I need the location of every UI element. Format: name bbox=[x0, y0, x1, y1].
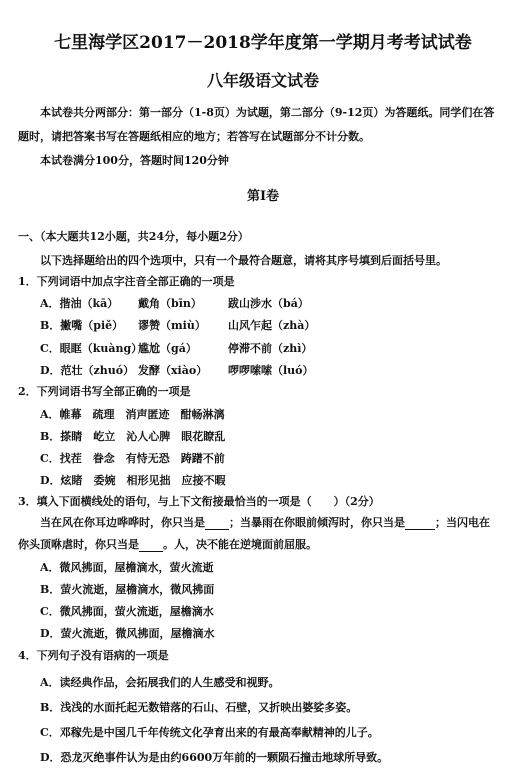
q4-stem: 4．下列句子没有语病的一项是 bbox=[18, 649, 169, 662]
q1-option-b-1: B．撇嘴（piě） bbox=[40, 319, 124, 332]
q2-option-b: B．搽睛 屹立 沁人心脾 眼花瞭乱 bbox=[40, 430, 226, 443]
q3-passage-part-d: 你头顶咻虐时，你只当是 bbox=[18, 538, 139, 551]
section-title: 第Ⅰ卷 bbox=[246, 189, 280, 204]
intro-line-3: 本试卷满分100分，答题时间120分钟 bbox=[40, 154, 229, 167]
q2-stem: 2．下列词语书写全部正确的一项是 bbox=[18, 385, 191, 398]
q3-passage-part-c: ；当闪电在 bbox=[435, 516, 490, 529]
q1-option-c-3: 停滞不前（zhì） bbox=[228, 342, 313, 355]
q3-option-a: A．微风拂面，屋檐滴水，萤火流逝 bbox=[40, 561, 214, 574]
q1-option-a-3: 跋山涉水（bá） bbox=[228, 297, 309, 310]
q3-blank-2 bbox=[405, 516, 435, 530]
q1-option-b-2: 谬赞（miù） bbox=[138, 319, 206, 332]
q1-option-d-3: 啰啰嗦嗦（luó） bbox=[228, 364, 314, 377]
q1-stem: 1．下列词语中加点字注音全部正确的一项是 bbox=[18, 275, 235, 288]
q1-option-d-1: D．范壮（zhuó） bbox=[40, 364, 135, 377]
intro-line-2: 题时，请把答案书写在答题纸相应的地方；若答写在试题部分不计分数。 bbox=[18, 130, 370, 143]
q4-option-a: A．读经典作品，会拓展我们的人生感受和视野。 bbox=[40, 676, 280, 689]
q3-option-b: B．萤火流逝，屋檐滴水，微风拂面 bbox=[40, 583, 215, 596]
part1-instruction: 以下选择题给出的四个选项中，只有一个最符合题意，请将其序号填到后面括号里。 bbox=[40, 254, 447, 267]
intro-line-1: 本试卷共分两部分：第一部分（1-8页）为试题，第二部分（9-12页）为答题纸。同学们在答 bbox=[40, 106, 495, 119]
q3-passage-part-e: 。人，决不能在逆境面前屈服。 bbox=[163, 538, 317, 551]
q4-option-b: B．浅浅的水面托起无数错落的石山、石壁，又折映出婆娑多姿。 bbox=[40, 701, 358, 714]
q1-option-a-2: 戴角（bīn） bbox=[138, 297, 202, 310]
q1-option-d-2: 发酵（xiào） bbox=[138, 364, 208, 377]
q1-option-a-1: A．揩油（kā） bbox=[40, 297, 119, 310]
q1-option-c-1: C．眼眶（kuàng） bbox=[40, 342, 143, 355]
q2-option-d: D．炫睹 委婉 相形见拙 应接不暇 bbox=[40, 474, 226, 487]
q3-stem: 3．填入下面横线处的语句，与上下文衔接最恰当的一项是（ ）（2分） bbox=[18, 495, 380, 508]
q3-passage-line-2 bbox=[18, 536, 317, 552]
q2-option-c: C．找茬 眷念 有恃无恐 踌躇不前 bbox=[40, 452, 225, 465]
q1-option-c-2: 尴尬（gá） bbox=[138, 342, 197, 355]
q1-option-b-3: 山风乍起（zhà） bbox=[228, 319, 316, 332]
q3-blank-1 bbox=[205, 516, 229, 530]
exam-subtitle: 八年级语文试卷 bbox=[206, 71, 319, 90]
q4-option-c: C．邓稼先是中国几千年传统文化孕育出来的有最高奉献精神的儿子。 bbox=[40, 726, 379, 739]
exam-title: 七里海学区2017－2018学年度第一学期月考考试试卷 bbox=[54, 33, 472, 53]
q3-blank-3 bbox=[139, 538, 163, 552]
part1-heading: 一、（本大题共12小题，共24分，每小题2分） bbox=[18, 230, 249, 243]
q3-option-d: D．萤火流逝，微风拂面，屋檐滴水 bbox=[40, 627, 215, 640]
q4-option-d: D．恐龙灭绝事件认为是由约6600万年前的一颗陨石撞击地球所导致。 bbox=[40, 751, 389, 764]
q2-option-a: A．帷幕 疏理 消声匿迹 酣畅淋漓 bbox=[40, 408, 225, 421]
q3-option-c: C．微风拂面，萤火流逝，屋檐滴水 bbox=[40, 605, 214, 618]
q3-passage-part-b: ；当暴雨在你眼前倾泻时，你只当是 bbox=[229, 516, 405, 529]
q3-passage-part-a: 当在风在你耳边哗哗时，你只当是 bbox=[40, 516, 205, 529]
q3-passage-line-1 bbox=[40, 514, 490, 530]
